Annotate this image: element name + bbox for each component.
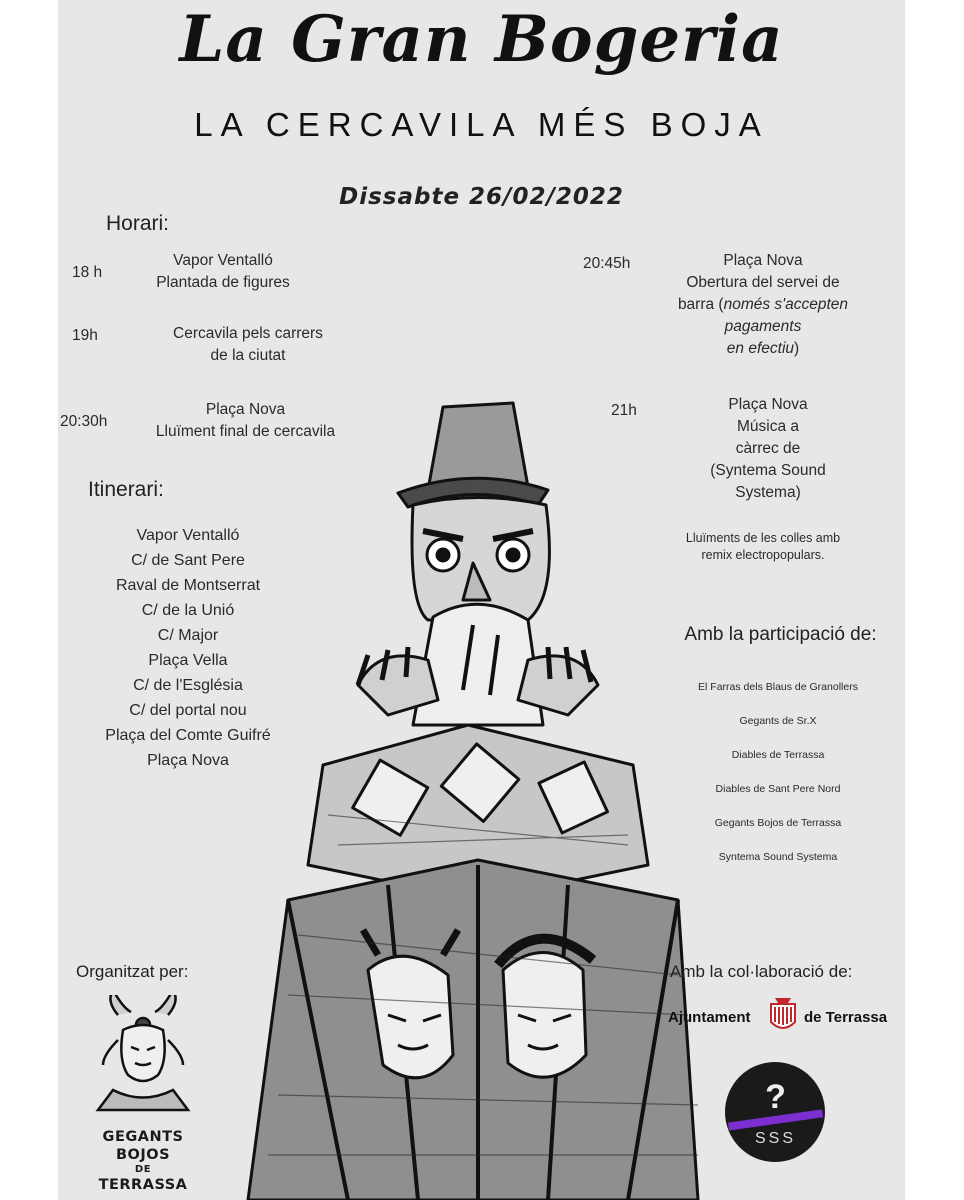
- subtitle: LA CERCAVILA MÉS BOJA: [194, 106, 769, 143]
- route-stop: C/ de la Unió: [141, 602, 235, 619]
- schedule-line: Obertura del servei de: [686, 274, 840, 291]
- poster: [58, 0, 905, 1200]
- schedule-line: Música a: [736, 418, 800, 435]
- participant: Diables de Terrassa: [731, 749, 825, 761]
- participant: Gegants Bojos de Terrassa: [714, 817, 842, 829]
- logo-text: GEGANTS BOJOS DE TERRASSA: [98, 1129, 188, 1193]
- schedule-line: Plaça Nova: [723, 252, 803, 269]
- giants-illustration: [228, 395, 708, 1200]
- collaboracio-heading: Amb la col·laboració de:: [670, 962, 853, 981]
- participant: Diables de Sant Pere Nord: [715, 783, 841, 795]
- route-stop: Plaça del Comte Guifré: [105, 727, 271, 744]
- itinerari-heading: Itinerari:: [88, 478, 164, 501]
- route-stop: Plaça Vella: [148, 652, 228, 669]
- page-title: La Gran Bogeria: [179, 2, 784, 77]
- gegants-bojos-logo: [73, 995, 213, 1193]
- remix-note: Lluïments de les colles amb remix electropopulars.: [685, 531, 841, 562]
- participant: Gegants de Sr.X: [739, 715, 817, 727]
- schedule-item: [698, 394, 838, 504]
- ajuntament-logo: Ajuntament de Terrassa: [668, 995, 905, 1035]
- time-21h: 21h: [611, 402, 637, 419]
- schedule-line: Lluïment final de cercavila: [155, 423, 336, 440]
- syntema-sound-logo: [723, 1060, 828, 1165]
- schedule-line: Plaça Nova: [728, 396, 808, 413]
- time-18h: 18 h: [72, 264, 103, 281]
- schedule-line: (Syntema Sound: [710, 462, 826, 479]
- organitzat-heading: Organitzat per:: [76, 962, 189, 981]
- route-stop: C/ del portal nou: [129, 702, 247, 719]
- schedule-line: càrrec de: [735, 440, 801, 457]
- horari-heading: Horari:: [106, 212, 170, 235]
- schedule-line: Systema): [735, 484, 801, 501]
- route-stop: Plaça Nova: [147, 752, 229, 769]
- schedule-item: [148, 323, 348, 367]
- route-stop: Vapor Ventalló: [136, 527, 240, 544]
- schedule-item: [123, 250, 323, 294]
- terrassa-shield-icon: [768, 995, 798, 1035]
- route-stop: C/ de l'Església: [133, 677, 243, 694]
- schedule-line: Cercavila pels carrers: [173, 325, 323, 342]
- participants-list: [658, 680, 898, 884]
- participant: El Farras dels Blaus de Granollers: [698, 681, 858, 693]
- sss-letters: SSS: [754, 1130, 796, 1147]
- schedule-line: Plantada de figures: [156, 274, 290, 291]
- route-list: [68, 523, 308, 773]
- schedule-line: en efectiu: [726, 340, 795, 357]
- time-2030h: 20:30h: [60, 413, 108, 430]
- route-stop: Raval de Montserrat: [115, 577, 261, 594]
- route-stop: C/ Major: [157, 627, 219, 644]
- schedule-item: Plaça Nova Obertura del servei de barra (només s'accepten pagaments en efectiu): [663, 250, 863, 360]
- time-19h: 19h: [72, 327, 98, 344]
- schedule-line: pagaments: [724, 318, 802, 335]
- route-stop: C/ de Sant Pere: [131, 552, 245, 569]
- schedule-item: [133, 399, 358, 443]
- sss-question-mark: ?: [765, 1078, 786, 1116]
- schedule-line: Plaça Nova: [205, 401, 286, 418]
- event-date: Dissabte 26/02/2022: [339, 184, 624, 210]
- schedule-line: barra (només s'accepten: [677, 296, 849, 313]
- schedule-line: Vapor Ventalló: [173, 252, 273, 269]
- schedule-line: de la ciutat: [210, 347, 286, 364]
- participant: Syntema Sound Systema: [718, 851, 838, 863]
- horned-figure-icon: [73, 995, 213, 1115]
- time-2045h: 20:45h: [583, 255, 631, 272]
- participacio-heading: Amb la participació de:: [684, 624, 877, 645]
